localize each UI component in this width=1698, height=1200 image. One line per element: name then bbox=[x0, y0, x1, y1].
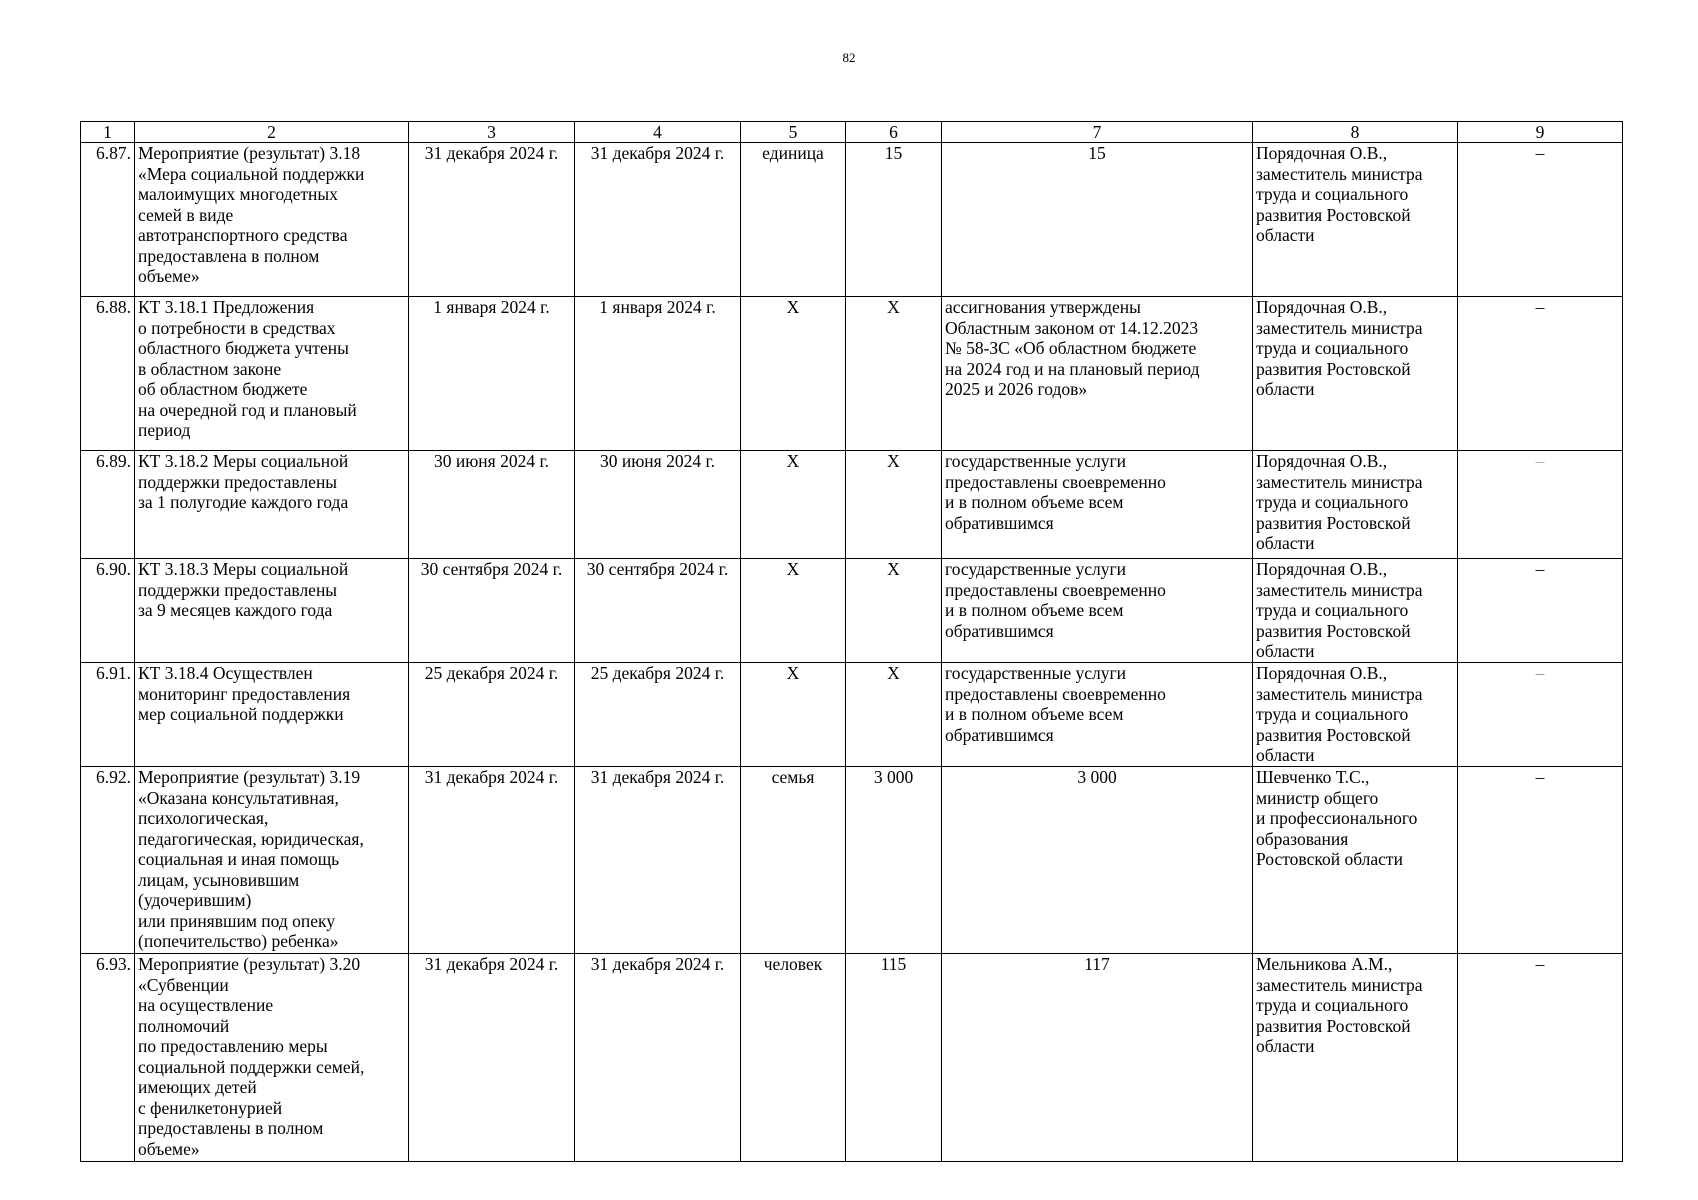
row-number: 6.90. bbox=[81, 559, 135, 663]
start-date: 25 декабря 2024 г. bbox=[409, 663, 575, 767]
plan-value: 15 bbox=[846, 143, 942, 297]
start-date: 30 сентября 2024 г. bbox=[409, 559, 575, 663]
fact-value: государственные услуги предоставлены своевременно и в полном объеме всем обратившимся bbox=[942, 663, 1253, 767]
table-row bbox=[81, 559, 1623, 663]
end-date: 25 декабря 2024 г. bbox=[575, 663, 741, 767]
row-number: 6.88. bbox=[81, 297, 135, 451]
row-number: 6.87. bbox=[81, 143, 135, 297]
activities-table bbox=[80, 121, 1623, 1162]
fact-value: 3 000 bbox=[942, 767, 1253, 954]
page-number: 82 bbox=[842, 50, 856, 65]
end-date: 1 января 2024 г. bbox=[575, 297, 741, 451]
fact-value: государственные услуги предоставлены своевременно и в полном объеме всем обратившимся bbox=[942, 559, 1253, 663]
responsible: Мельникова А.М., заместитель министра труда и социального развития Ростовской области bbox=[1253, 954, 1458, 1162]
plan-value: 115 bbox=[846, 954, 942, 1162]
unit: человек bbox=[741, 954, 846, 1162]
table-row bbox=[81, 297, 1623, 451]
unit: семья bbox=[741, 767, 846, 954]
unit: Х bbox=[741, 297, 846, 451]
table-row bbox=[81, 767, 1623, 954]
note: – bbox=[1458, 954, 1623, 1162]
activity-name: Мероприятие (результат) 3.19 «Оказана консультативная, психологическая, педагогическая, юридическая, социальная и иная помощь лицам, усыновившим (удочерившим) или принявшим под опеку (попечительство) ребенка» bbox=[135, 767, 409, 954]
start-date: 1 января 2024 г. bbox=[409, 297, 575, 451]
row-number: 6.91. bbox=[81, 663, 135, 767]
responsible: Порядочная О.В., заместитель министра труда и социального развития Ростовской области bbox=[1253, 297, 1458, 451]
plan-value: Х bbox=[846, 451, 942, 559]
fact-value: государственные услуги предоставлены своевременно и в полном объеме всем обратившимся bbox=[942, 451, 1253, 559]
plan-value: Х bbox=[846, 297, 942, 451]
table-row bbox=[81, 143, 1623, 297]
unit: единица bbox=[741, 143, 846, 297]
responsible: Порядочная О.В., заместитель министра труда и социального развития Ростовской области bbox=[1253, 143, 1458, 297]
responsible: Порядочная О.В., заместитель министра труда и социального развития Ростовской области bbox=[1253, 451, 1458, 559]
activity-name: КТ 3.18.1 Предложения о потребности в средствах областного бюджета учтены в областном законе об областном бюджете на очередной год и плановый период bbox=[135, 297, 409, 451]
plan-value: 3 000 bbox=[846, 767, 942, 954]
column-header: 9 bbox=[1458, 122, 1623, 143]
end-date: 30 июня 2024 г. bbox=[575, 451, 741, 559]
column-header: 6 bbox=[846, 122, 942, 143]
plan-value: Х bbox=[846, 663, 942, 767]
activity-name: КТ 3.18.2 Меры социальной поддержки предоставлены за 1 полугодие каждого года bbox=[135, 451, 409, 559]
start-date: 31 декабря 2024 г. bbox=[409, 767, 575, 954]
note: – bbox=[1458, 451, 1623, 559]
row-number: 6.92. bbox=[81, 767, 135, 954]
note: – bbox=[1458, 767, 1623, 954]
column-header: 2 bbox=[135, 122, 409, 143]
fact-value: 117 bbox=[942, 954, 1253, 1162]
fact-value: 15 bbox=[942, 143, 1253, 297]
column-header: 8 bbox=[1253, 122, 1458, 143]
responsible: Порядочная О.В., заместитель министра труда и социального развития Ростовской области bbox=[1253, 559, 1458, 663]
end-date: 31 декабря 2024 г. bbox=[575, 143, 741, 297]
end-date: 30 сентября 2024 г. bbox=[575, 559, 741, 663]
header-row bbox=[81, 122, 1623, 143]
start-date: 31 декабря 2024 г. bbox=[409, 143, 575, 297]
unit: Х bbox=[741, 451, 846, 559]
end-date: 31 декабря 2024 г. bbox=[575, 767, 741, 954]
column-header: 5 bbox=[741, 122, 846, 143]
row-number: 6.93. bbox=[81, 954, 135, 1162]
note: – bbox=[1458, 143, 1623, 297]
row-number: 6.89. bbox=[81, 451, 135, 559]
table-row bbox=[81, 663, 1623, 767]
column-header: 7 bbox=[942, 122, 1253, 143]
note: – bbox=[1458, 297, 1623, 451]
activity-name: Мероприятие (результат) 3.18 «Мера социальной поддержки малоимущих многодетных семей в виде автотранспортного средства предоставлена в полном объеме» bbox=[135, 143, 409, 297]
column-header: 3 bbox=[409, 122, 575, 143]
table-row bbox=[81, 954, 1623, 1162]
end-date: 31 декабря 2024 г. bbox=[575, 954, 741, 1162]
plan-value: Х bbox=[846, 559, 942, 663]
unit: Х bbox=[741, 663, 846, 767]
table-row bbox=[81, 451, 1623, 559]
activity-name: Мероприятие (результат) 3.20 «Субвенции на осуществление полномочий по предоставлению меры социальной поддержки семей, имеющих детей с фенилкетонурией предоставлены в полном объеме» bbox=[135, 954, 409, 1162]
start-date: 31 декабря 2024 г. bbox=[409, 954, 575, 1162]
start-date: 30 июня 2024 г. bbox=[409, 451, 575, 559]
responsible: Порядочная О.В., заместитель министра труда и социального развития Ростовской области bbox=[1253, 663, 1458, 767]
column-header: 1 bbox=[81, 122, 135, 143]
note: – bbox=[1458, 559, 1623, 663]
fact-value: ассигнования утверждены Областным законом от 14.12.2023 № 58-ЗС «Об областном бюджете на 2024 год и на плановый период 2025 и 2026 годов» bbox=[942, 297, 1253, 451]
responsible: Шевченко Т.С., министр общего и профессионального образования Ростовской области bbox=[1253, 767, 1458, 954]
note: – bbox=[1458, 663, 1623, 767]
column-header: 4 bbox=[575, 122, 741, 143]
activity-name: КТ 3.18.3 Меры социальной поддержки предоставлены за 9 месяцев каждого года bbox=[135, 559, 409, 663]
activity-name: КТ 3.18.4 Осуществлен мониторинг предоставления мер социальной поддержки bbox=[135, 663, 409, 767]
unit: Х bbox=[741, 559, 846, 663]
